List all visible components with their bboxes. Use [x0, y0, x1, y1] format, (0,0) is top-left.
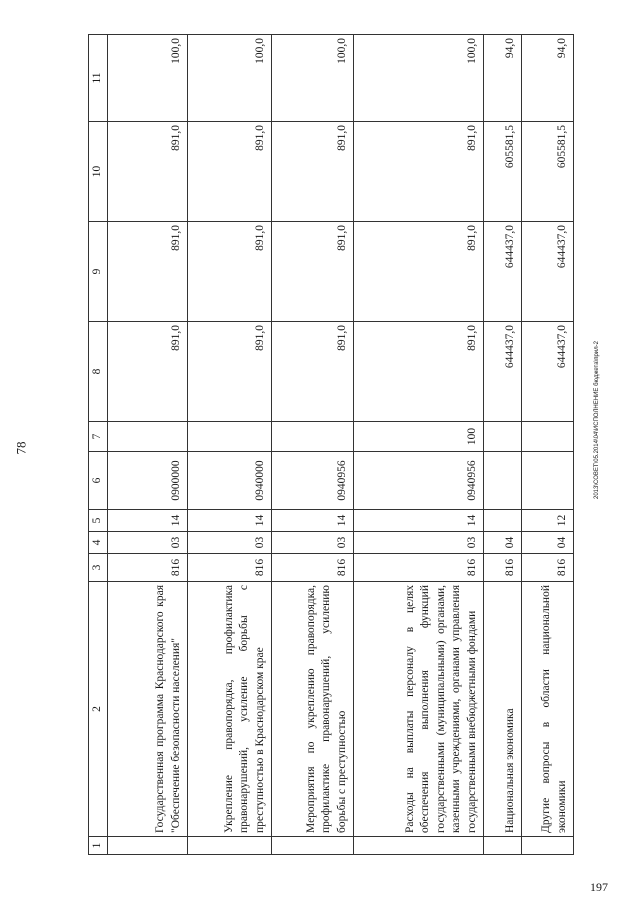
cell-section: 03 — [107, 532, 187, 554]
cell-description: Расходы на выплаты персоналу в целях обеспечения выполнения функций государственными (муниципальными) органами, казенными учреждениями, органами управления государственными внебюджетными фондами — [353, 582, 483, 837]
header-col-8: 8 — [89, 322, 108, 422]
header-col-6: 6 — [89, 452, 108, 510]
table-row — [483, 35, 521, 855]
footer-file-path — [594, 341, 600, 499]
cell-expense-type — [107, 422, 187, 452]
cell-subsection: 14 — [353, 510, 483, 532]
cell-target-article: 0940956 — [353, 452, 483, 510]
cell-target-article — [483, 452, 521, 510]
table-row — [107, 35, 187, 855]
cell-section: 03 — [353, 532, 483, 554]
header-col-11: 11 — [89, 35, 108, 122]
cell-expense-type — [521, 422, 573, 452]
cell-col-10: 605581,5 — [483, 122, 521, 222]
header-col-4: 4 — [89, 532, 108, 554]
cell-col-10: 891,0 — [353, 122, 483, 222]
table-row — [187, 35, 271, 855]
header-col-10: 10 — [89, 122, 108, 222]
cell-ministry: 816 — [107, 554, 187, 582]
cell-col-10: 891,0 — [271, 122, 353, 222]
cell-section: 03 — [187, 532, 271, 554]
cell-col-1 — [483, 837, 521, 855]
header-row — [89, 35, 108, 855]
cell-ministry: 816 — [187, 554, 271, 582]
cell-col-1 — [107, 837, 187, 855]
cell-ministry: 816 — [353, 554, 483, 582]
cell-col-9: 891,0 — [107, 222, 187, 322]
cell-subsection: 12 — [521, 510, 573, 532]
budget-execution-table — [88, 34, 574, 855]
header-col-9: 9 — [89, 222, 108, 322]
cell-col-8: 891,0 — [187, 322, 271, 422]
cell-col-10: 891,0 — [107, 122, 187, 222]
cell-target-article: 0940956 — [271, 452, 353, 510]
cell-col-8: 891,0 — [353, 322, 483, 422]
cell-col-9: 891,0 — [187, 222, 271, 322]
header-col-2: 2 — [89, 582, 108, 837]
cell-description: Национальная экономика — [483, 582, 521, 837]
cell-expense-type — [483, 422, 521, 452]
page-number: 78 — [13, 441, 29, 455]
cell-target-article — [521, 452, 573, 510]
header-col-3: 3 — [89, 554, 108, 582]
cell-col-11: 100,0 — [187, 35, 271, 122]
cell-col-11: 94,0 — [483, 35, 521, 122]
cell-expense-type — [271, 422, 353, 452]
cell-expense-type: 100 — [353, 422, 483, 452]
cell-ministry: 816 — [521, 554, 573, 582]
sheet-number: 197 — [590, 880, 608, 894]
cell-description: Мероприятия по укреплению правопорядка, профилактике правонарушений, усилению борьбы с преступностью — [271, 582, 353, 837]
cell-section: 03 — [271, 532, 353, 554]
cell-col-1 — [187, 837, 271, 855]
cell-section: 04 — [521, 532, 573, 554]
cell-col-1 — [271, 837, 353, 855]
cell-description: Государственная программа Краснодарского края "Обеспечение безопасности населения" — [107, 582, 187, 837]
cell-col-9: 644437,0 — [483, 222, 521, 322]
cell-col-8: 644437,0 — [483, 322, 521, 422]
cell-col-10: 891,0 — [187, 122, 271, 222]
cell-expense-type — [187, 422, 271, 452]
table-row — [521, 35, 573, 855]
cell-subsection: 14 — [187, 510, 271, 532]
cell-target-article: 0900000 — [107, 452, 187, 510]
cell-col-11: 100,0 — [271, 35, 353, 122]
cell-col-11: 100,0 — [107, 35, 187, 122]
rotated-page-content — [88, 35, 593, 855]
footer-file-path-text: 2013\СОВЕТ\05.2014\04\ИСПОЛНЕНИЕ бюджета\прил-2 — [594, 341, 600, 499]
header-col-1: 1 — [89, 837, 108, 855]
cell-col-10: 605581,5 — [521, 122, 573, 222]
cell-col-9: 891,0 — [271, 222, 353, 322]
cell-subsection — [483, 510, 521, 532]
header-col-7: 7 — [89, 422, 108, 452]
cell-subsection: 14 — [271, 510, 353, 532]
cell-description: Другие вопросы в области национальной экономики — [521, 582, 573, 837]
cell-col-11: 100,0 — [353, 35, 483, 122]
table-row — [271, 35, 353, 855]
cell-description: Укрепление правопорядка, профилактика правонарушений, усиление борьбы с преступностью в Краснодарском крае — [187, 582, 271, 837]
cell-target-article: 0940000 — [187, 452, 271, 510]
table-row — [353, 35, 483, 855]
cell-col-1 — [521, 837, 573, 855]
header-col-5: 5 — [89, 510, 108, 532]
cell-subsection: 14 — [107, 510, 187, 532]
cell-col-11: 94,0 — [521, 35, 573, 122]
cell-col-9: 891,0 — [353, 222, 483, 322]
cell-section: 04 — [483, 532, 521, 554]
cell-col-8: 891,0 — [107, 322, 187, 422]
cell-col-8: 891,0 — [271, 322, 353, 422]
cell-col-1 — [353, 837, 483, 855]
cell-col-8: 644437,0 — [521, 322, 573, 422]
cell-ministry: 816 — [483, 554, 521, 582]
cell-col-9: 644437,0 — [521, 222, 573, 322]
cell-ministry: 816 — [271, 554, 353, 582]
